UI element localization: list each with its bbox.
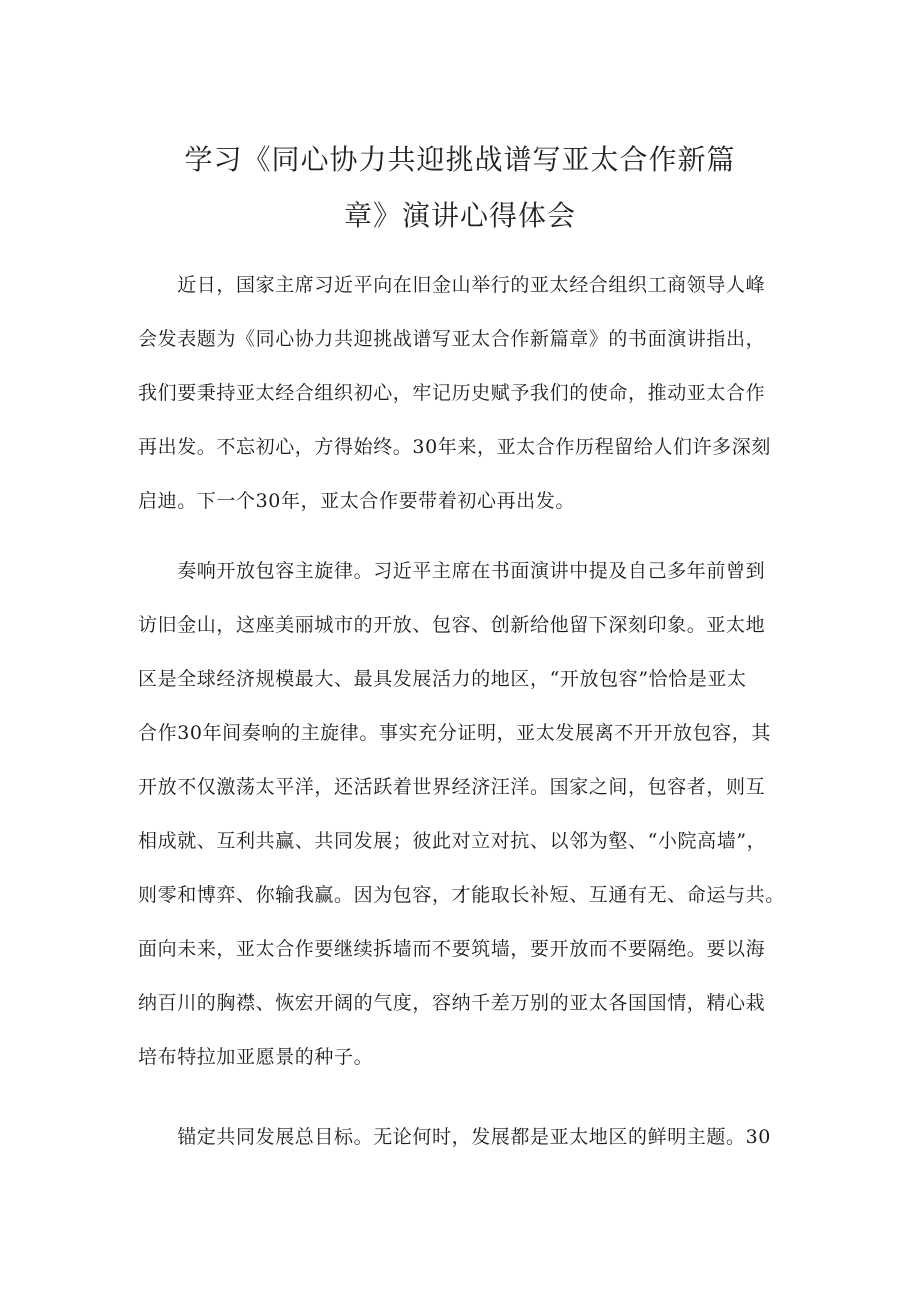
paragraph-line: 开放不仅激荡太平洋，还活跃着世界经济汪洋。国家之间，包容者，则互: [138, 776, 766, 798]
paragraph-line: 奏响开放包容主旋律。习近平主席在书面演讲中提及自己多年前曾到: [138, 560, 766, 582]
document-title-line-2: 章》演讲心得体会: [343, 199, 576, 232]
paragraph-line: 我们要秉持亚太经合组织初心，牢记历史赋予我们的使命，推动亚太合作: [138, 382, 766, 404]
paragraph-line: 锚定共同发展总目标。无论何时，发展都是亚太地区的鲜明主题。30: [138, 1126, 771, 1148]
paragraph-line: 近日，国家主席习近平向在旧金山举行的亚太经合组织工商领导人峰: [138, 274, 766, 296]
paragraph-line: 会发表题为《同心协力共迎挑战谱写亚太合作新篇章》的书面演讲指出，: [138, 328, 766, 350]
document-title-line-1: 学习《同心协力共迎挑战谱写亚太合作新篇: [184, 143, 736, 176]
paragraph-line: 面向未来，亚太合作要继续拆墙而不要筑墙，要开放而不要隔绝。要以海: [138, 938, 766, 960]
paragraph-line: 纳百川的胸襟、恢宏开阔的气度，容纳千差万别的亚太各国国情，精心栽: [138, 992, 766, 1014]
paragraph-line: 再出发。不忘初心，方得始终。30年来，亚太合作历程留给人们许多深刻: [138, 436, 771, 458]
paragraph-line: 访旧金山，这座美丽城市的开放、包容、创新给他留下深刻印象。亚太地: [138, 614, 766, 636]
paragraph-line: 区是全球经济规模最大、最具发展活力的地区，“开放包容”恰恰是亚太: [138, 668, 747, 690]
paragraph-line: 则零和博弈、你输我赢。因为包容，才能取长补短、互通有无、命运与共。: [138, 884, 785, 906]
paragraph-line: 启迪。下一个30年，亚太合作要带着初心再出发。: [138, 490, 575, 512]
paragraph-line: 培布特拉加亚愿景的种子。: [138, 1046, 374, 1068]
paragraph-line: 相成就、互利共赢、共同发展；彼此对立对抗、以邻为壑、“小院高墙”，: [138, 830, 767, 852]
paragraph-1: [138, 258, 788, 528]
paragraph-line: 合作30年间奏响的主旋律。事实充分证明，亚太发展离不开开放包容，其: [138, 722, 771, 744]
paragraph-3: [138, 1110, 788, 1164]
paragraph-2: [138, 544, 788, 1084]
